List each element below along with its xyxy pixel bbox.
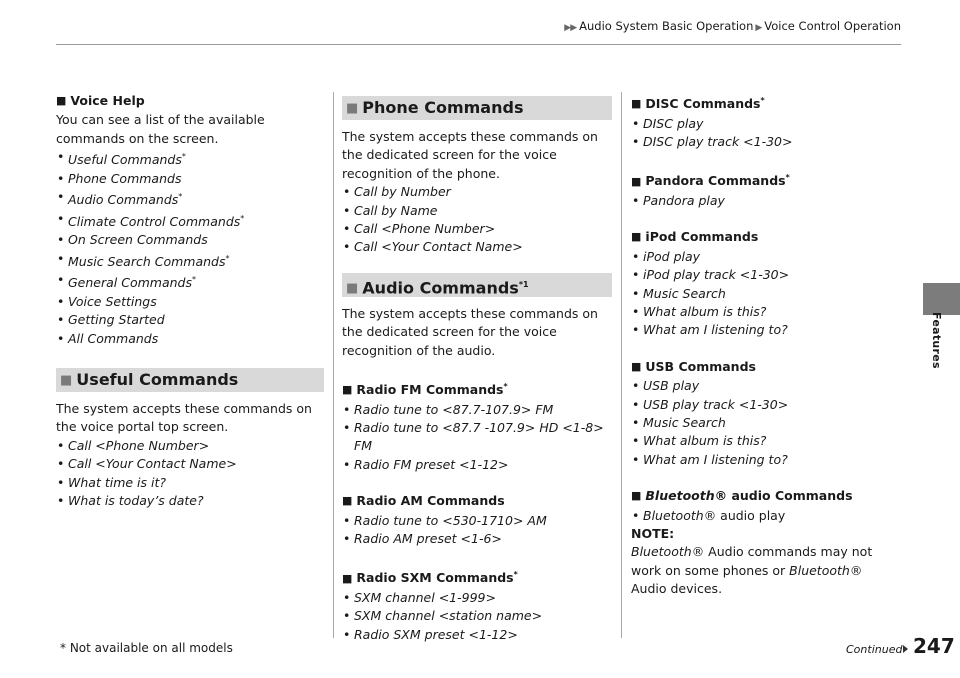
audio-commands-heading: ■ Audio Commands$^{*1}$ <box>342 273 612 297</box>
breadcrumb-part1[interactable]: Audio System Basic Operation <box>579 19 754 33</box>
list-item: • Call <Phone Number> <box>56 437 324 455</box>
breadcrumb <box>564 19 901 33</box>
useful-commands-text: The system accepts these commands on the voice portal top screen. <box>56 401 312 435</box>
list-item: • Radio tune to <530-1710> AM <box>342 512 612 530</box>
square-bullet-icon: ■ <box>631 489 642 503</box>
section-side-label: Features <box>930 312 943 369</box>
list-item: • iPod play <box>631 248 901 266</box>
list-item: • Radio AM preset <1-6> <box>342 530 612 548</box>
breadcrumb-part2[interactable]: Voice Control Operation <box>764 19 901 33</box>
usb-heading: ■ USB Commands <box>631 358 756 374</box>
list-item: • DISC play track <1-30> <box>631 133 901 151</box>
list-item: • Radio FM preset <1-12> <box>342 456 612 474</box>
list-item: • What am I listening to? <box>631 321 901 339</box>
list-item: • USB play <box>631 377 901 395</box>
list-item: • What is today’s date? <box>56 492 324 510</box>
list-item: • DISC play <box>631 115 901 133</box>
list-item: • Pandora play <box>631 192 901 210</box>
header-rule <box>56 44 901 45</box>
voice-help-heading: ■ Voice Help <box>56 93 145 108</box>
breadcrumb-arrow-icon: ▶▶ <box>564 23 577 33</box>
voice-help-text: You can see a list of the available commands on the screen. <box>56 112 265 146</box>
phone-commands-text: The system accepts these commands on the dedicated screen for the voice recognition of the phone. <box>342 129 598 181</box>
square-bullet-icon: ■ <box>342 494 353 508</box>
bluetooth-audio-heading: ■ Bluetooth® audio Commands <box>631 488 853 504</box>
list-item: • What am I listening to? <box>631 451 901 469</box>
list-item: • Call <Your Contact Name> <box>342 238 612 256</box>
useful-commands-heading: ■ Useful Commands <box>56 368 324 392</box>
list-item: • Climate Control Commands* <box>56 210 324 232</box>
square-bullet-icon: ■ <box>631 359 642 373</box>
list-item: • Useful Commands* <box>56 148 324 170</box>
list-item: • Call <Your Contact Name> <box>56 455 324 473</box>
square-bullet-icon: ■ <box>631 97 642 111</box>
list-item: • Music Search <box>631 285 901 303</box>
ipod-heading: ■ iPod Commands <box>631 229 759 245</box>
list-item: • What time is it? <box>56 474 324 492</box>
square-bullet-icon: ■ <box>631 174 642 188</box>
column-1 <box>56 92 324 511</box>
list-item: • Audio Commands* <box>56 188 324 210</box>
breadcrumb-arrow-icon: ▶ <box>755 23 763 33</box>
square-bullet-icon: ■ <box>56 94 67 107</box>
list-item: • Call by Number <box>342 183 612 201</box>
note-label: NOTE: <box>631 526 675 542</box>
list-item: • SXM channel <station name> <box>342 607 612 625</box>
phone-commands-heading: ■ Phone Commands <box>342 96 612 120</box>
column-3 <box>631 92 901 599</box>
list-item: • All Commands <box>56 330 324 348</box>
radio-am-heading: ■ Radio AM Commands <box>342 493 505 509</box>
list-item: • Music Search <box>631 414 901 432</box>
radio-sxm-heading: ■ Radio SXM Commands* <box>342 570 518 586</box>
list-item: • What album is this? <box>631 432 901 450</box>
continued-label: Continued <box>846 643 903 656</box>
square-bullet-icon: ■ <box>346 101 359 116</box>
square-bullet-icon: ■ <box>342 571 353 585</box>
list-item: • Getting Started <box>56 311 324 329</box>
column-divider <box>333 92 334 638</box>
pandora-heading: ■ Pandora Commands* <box>631 173 790 189</box>
continued-arrow-icon <box>903 645 908 653</box>
disc-heading: ■ DISC Commands* <box>631 96 765 112</box>
list-item: • Phone Commands <box>56 170 324 188</box>
column-2 <box>342 92 612 644</box>
list-item: • On Screen Commands <box>56 231 324 249</box>
list-item: • SXM channel <1-999> <box>342 589 612 607</box>
column-divider <box>621 92 622 638</box>
square-bullet-icon: ■ <box>631 230 642 244</box>
note-text: Bluetooth® Audio commands may not work on some phones or Bluetooth® Audio devices. <box>631 544 873 597</box>
square-bullet-icon: ■ <box>342 383 353 397</box>
section-tab <box>923 283 960 315</box>
radio-fm-heading: ■ Radio FM Commands* <box>342 382 508 398</box>
list-item: • Call <Phone Number> <box>342 220 612 238</box>
list-item: • Call by Name <box>342 202 612 220</box>
list-item: • What album is this? <box>631 303 901 321</box>
page-number: 247 <box>913 634 955 658</box>
list-item: • iPod play track <1-30> <box>631 266 901 284</box>
list-item: • Music Search Commands* <box>56 250 324 272</box>
footnote: * Not available on all models <box>60 641 233 655</box>
list-item: • Bluetooth® audio play <box>631 507 901 525</box>
list-item-continuation: FM <box>354 438 372 454</box>
audio-commands-text: The system accepts these commands on the dedicated screen for the voice recognition of the audio. <box>342 305 598 358</box>
list-item: • USB play track <1-30> <box>631 396 901 414</box>
square-bullet-icon: ■ <box>346 281 359 297</box>
square-bullet-icon: ■ <box>60 373 73 389</box>
list-item: • Radio SXM preset <1-12> <box>342 626 612 644</box>
list-item: • General Commands* <box>56 271 324 293</box>
list-item: • Voice Settings <box>56 293 324 311</box>
list-item: • Radio tune to <87.7 -107.9> HD <1-8> <box>342 419 612 437</box>
list-item: • Radio tune to <87.7-107.9> FM <box>342 401 612 419</box>
